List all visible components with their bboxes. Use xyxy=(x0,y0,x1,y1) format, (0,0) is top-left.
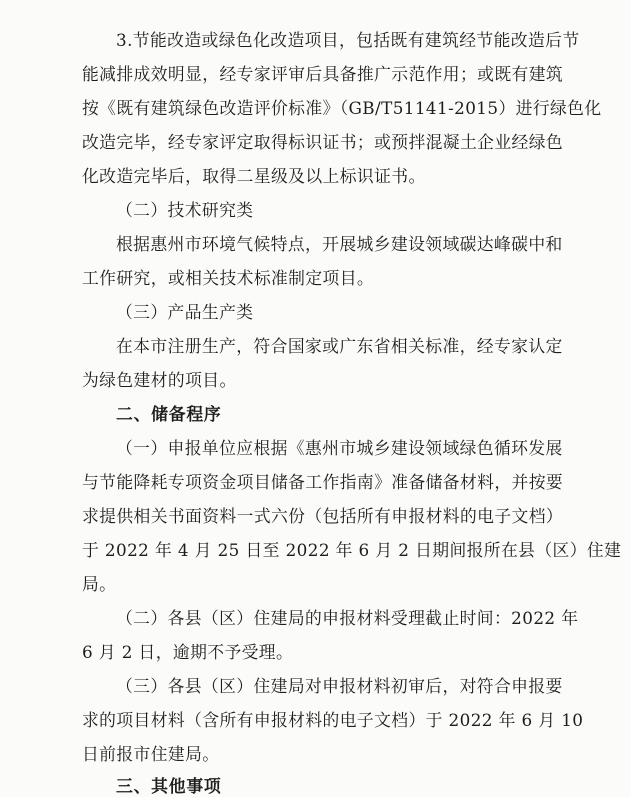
text-line: 为绿色建材的项目。 xyxy=(82,370,237,390)
text-line: 与节能降耗专项资金项目储备工作指南》准备储备材料，并按要 xyxy=(82,472,564,492)
text-line: 于 2022 年 4 月 25 日至 2022 年 6 月 2 日期间报所在县（区）住建 xyxy=(82,540,622,560)
text-line: （三）各县（区）住建局对申报材料初审后，对符合申报要 xyxy=(116,676,563,696)
text-line: 求的项目材料（含所有申报材料的电子文档）于 2022 年 6 月 10 xyxy=(82,710,584,730)
text-line: 能减排成效明显，经专家评审后具备推广示范作用；或既有建筑 xyxy=(82,64,564,84)
text-line: 日前报市住建局。 xyxy=(82,744,220,764)
text-line: 求提供相关书面资料一式六份（包括所有申报材料的电子文档） xyxy=(82,506,564,526)
text-line: 按《既有建筑绿色改造评价标准》（GB/T51141-2015）进行绿色化 xyxy=(82,98,602,118)
text-line: 工作研究，或相关技术标准制定项目。 xyxy=(82,268,375,288)
text-line: 改造完毕，经专家评定取得标识证书；或预拌混凝土企业经绿色 xyxy=(82,132,564,152)
text-line: 化改造完毕后，取得二星级及以上标识证书。 xyxy=(82,166,426,186)
subheading-technical-research: （二）技术研究类 xyxy=(116,200,254,220)
text-line: 6 月 2 日，逾期不予受理。 xyxy=(82,642,294,662)
section-heading-other-matters: 三、其他事项 xyxy=(116,776,222,796)
subheading-product-production: （三）产品生产类 xyxy=(116,302,254,322)
text-line: 根据惠州市环境气候特点，开展城乡建设领域碳达峰碳中和 xyxy=(116,234,563,254)
text-line: （二）各县（区）住建局的申报材料受理截止时间：2022 年 xyxy=(116,608,579,628)
text-line: 3.节能改造或绿色化改造项目，包括既有建筑经节能改造后节 xyxy=(116,30,580,50)
text-line: （一）申报单位应根据《惠州市城乡建设领域绿色循环发展 xyxy=(116,438,563,458)
text-line: 局。 xyxy=(82,574,117,594)
text-line: 在本市注册生产，符合国家或广东省相关标准，经专家认定 xyxy=(116,336,563,356)
section-heading-reserve-procedure: 二、储备程序 xyxy=(116,404,222,424)
